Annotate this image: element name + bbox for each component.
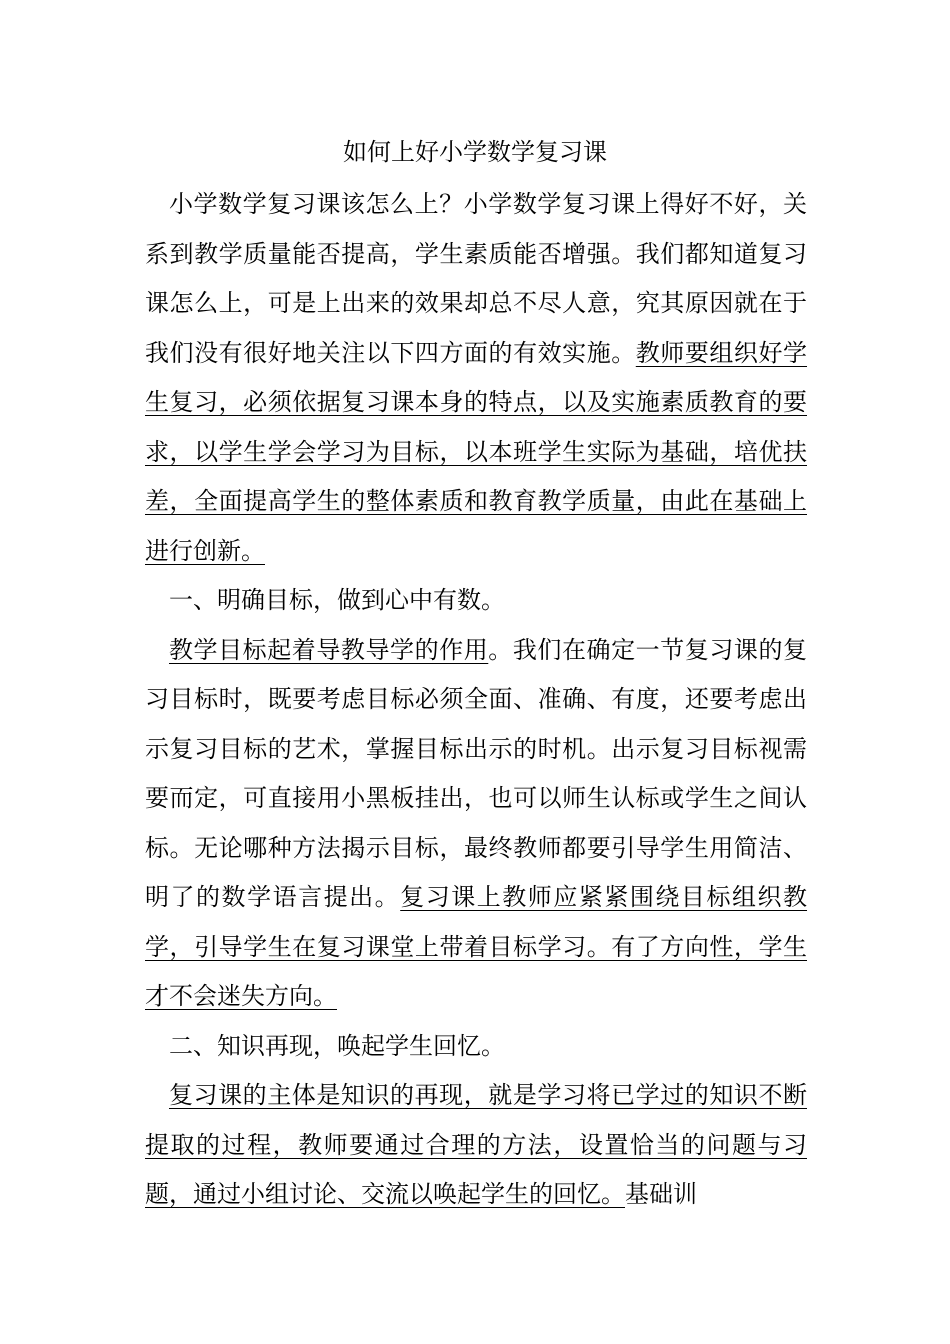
paragraph-intro — [145, 180, 807, 576]
paragraph-section-1-underlined-2: 复习课上教师应紧紧围绕目标组织教学，引导学生在复习课堂上带着目标学习。有了方向性，学生才不会迷失方向。 — [145, 883, 808, 1010]
section-heading-2 — [145, 1022, 807, 1072]
paragraph-section-1-underlined: 教学目标起着导教导学的作用 — [169, 635, 489, 664]
document-title: 如何上好小学数学复习课 — [343, 138, 607, 166]
paragraph-intro-underlined: 教师要组织好学生复习，必须依据复习课本身的特点，以及实施素质教育的要求，以学生学会学习为目标，以本班学生实际为基础，培优扶差，全面提高学生的整体素质和教育教学质量，由此在基础上进行创新。 — [145, 338, 808, 565]
paragraph-section-1 — [145, 626, 807, 1022]
section-heading-1-text: 一、明确目标，做到心中有数。 — [169, 586, 505, 614]
section-heading-2-text: 二、知识再现，唤起学生回忆。 — [169, 1031, 505, 1060]
section-heading-1 — [145, 576, 807, 626]
paragraph-section-1-text: 。我们在确定一节复习课的复习目标时，既要考虑目标必须全面、准确、有度，还要考虑出示复习目标的艺术，掌握目标出示的时机。出示复习目标视需要而定，可直接用小黑板挂出，也可以师生认标或学生之间认标。无论哪种方法揭示目标，最终教师都要引导学生用简洁、明了的数学语言提出。 — [145, 635, 808, 911]
paragraph-intro-text: 小学数学复习课该怎么上？小学数学复习课上得好不好，关系到教学质量能否提高，学生素质能否增强。我们都知道复习课怎么上，可是上出来的效果却总不尽人意，究其原因就在于我们没有很好地关注以下四方面的有效实施。 — [145, 190, 807, 367]
paragraph-section-2 — [145, 1071, 807, 1220]
paragraph-section-2-underlined: 复习课的主体是知识的再现，就是学习将已学过的知识不断提取的过程，教师要通过合理的方法，设置恰当的问题与习题，通过小组讨论、交流以唤起学生的回忆。 — [145, 1081, 807, 1208]
document-body — [145, 180, 807, 1220]
paragraph-section-2-text: 基础训 — [625, 1180, 697, 1208]
